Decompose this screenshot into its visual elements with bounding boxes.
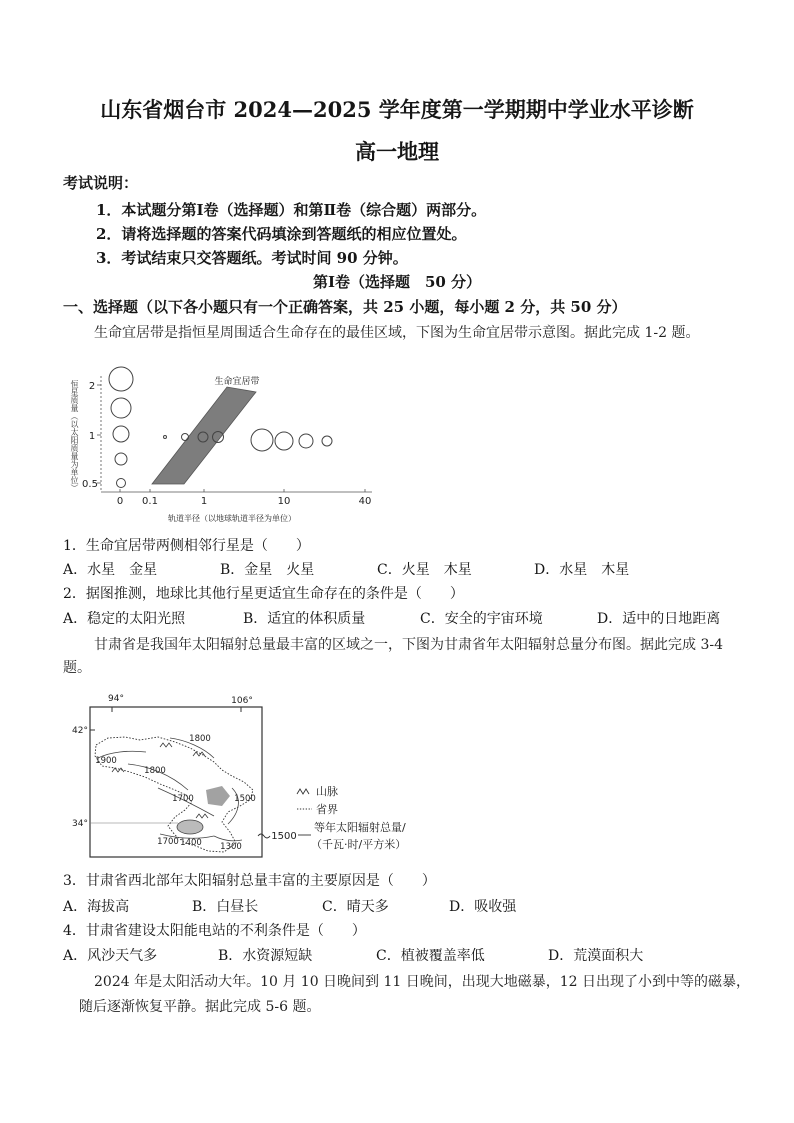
- contour-label: 1700: [157, 837, 179, 847]
- option-d: D．水星 木星: [534, 562, 630, 578]
- passage-text: 题。: [63, 660, 91, 676]
- legend-contour-line: [258, 834, 270, 838]
- option-b: B．白昼长: [192, 899, 259, 915]
- option-b: B．适宜的体积质量: [243, 611, 366, 627]
- planet-circle: [322, 436, 332, 446]
- star-circle: [113, 426, 129, 442]
- question-options: [0, 898, 794, 916]
- y-tick-label: 2: [88, 381, 96, 392]
- habitable-zone-label: 生命宜居带: [214, 377, 260, 387]
- contour-label: 1900: [95, 756, 117, 766]
- instruction-item: 2．请将选择题的答案代码填涂到答题纸的相应位置处。: [96, 225, 467, 243]
- legend-mountain-icon: [297, 789, 309, 794]
- option-a: A．风沙天气多: [63, 948, 158, 964]
- question-stem: 3．甘肃省西北部年太阳辐射总量丰富的主要原因是（ ）: [63, 873, 436, 889]
- contour-label: 1500: [234, 794, 256, 804]
- contour-label: 1400: [180, 838, 202, 848]
- option-a: A．稳定的太阳光照: [63, 611, 186, 627]
- star-circle: [117, 479, 126, 488]
- star-circle: [109, 367, 133, 391]
- habitable-zone-figure: [65, 360, 385, 530]
- passage-text: 2024 年是太阳活动大年。10 月 10 日晚间到 11 日晚间，出现大地磁暴，12 日出现了小到中等的磁暴，: [94, 974, 751, 990]
- mountain-icon: [196, 814, 208, 818]
- habitable-zone-band: [152, 387, 256, 484]
- question-options: [0, 610, 794, 628]
- contour-line: [214, 836, 242, 841]
- question-stem: 4．甘肃省建设太阳能电站的不利条件是（ ）: [63, 923, 366, 939]
- question-stem: 2．据图推测，地球比其他行星更适宜生命存在的条件是（ ）: [63, 586, 464, 602]
- option-c: C．植被覆盖率低: [376, 948, 485, 964]
- latitude-label: 42°: [72, 726, 88, 736]
- contour-label: 1800: [144, 766, 166, 776]
- planet-circle: [299, 434, 313, 448]
- mountain-icon: [112, 768, 124, 772]
- legend-contour-value: 1500: [271, 831, 297, 842]
- contour-label: 1700: [172, 794, 194, 804]
- contour-label: 1300: [220, 842, 242, 852]
- legend-contour-label: 等年太阳辐射总量/: [314, 821, 406, 834]
- latitude-label: 34°: [72, 819, 88, 829]
- passage-text: 生命宜居带是指恒星周围适合生命存在的最佳区域，下图为生命宜居带示意图。据此完成 1-2 题。: [94, 325, 700, 341]
- section-heading: 一、选择题（以下各小题只有一个正确答案，共 25 小题，每小题 2 分，共 50 分）: [63, 298, 627, 316]
- question-options: [0, 561, 794, 579]
- y-tick-label: 1: [88, 431, 96, 442]
- legend-contour-unit: （千瓦·时/平方米）: [311, 838, 407, 851]
- x-tick-label: 0.1: [142, 496, 158, 507]
- option-d: D．荒漠面积大: [548, 948, 644, 964]
- planet-circle: [275, 432, 293, 450]
- planet-circle: [182, 434, 189, 441]
- terrain-shading: [177, 820, 203, 834]
- mountain-icon: [160, 743, 172, 747]
- part-title: 第Ⅰ卷（选择题 50 分）: [312, 273, 482, 291]
- x-axis-label: 轨道半径（以地球轨道半径为单位）: [168, 514, 296, 523]
- instructions-heading: 考试说明：: [63, 174, 139, 192]
- question-options: [0, 947, 794, 965]
- option-c: C．安全的宇宙环境: [420, 611, 543, 627]
- option-a: A．水星 金星: [63, 562, 158, 578]
- x-tick-label: 10: [277, 496, 291, 507]
- exam-title: 山东省烟台市 2024—2025 学年度第一学期期中学业水平诊断: [100, 97, 694, 122]
- star-circle: [111, 398, 131, 418]
- option-b: B．金星 火星: [220, 562, 315, 578]
- map-frame: [90, 707, 262, 857]
- legend-boundary-label: 省界: [316, 803, 338, 816]
- mountain-symbols: [112, 743, 208, 818]
- legend-mountain-label: 山脉: [316, 785, 338, 798]
- passage-text: 随后逐渐恢复平静。据此完成 5-6 题。: [79, 999, 321, 1015]
- planet-circle: [251, 429, 273, 451]
- star-circles: [109, 367, 133, 488]
- instruction-item: 3．考试结束只交答题纸。考试时间 90 分钟。: [96, 249, 408, 267]
- longitude-label: 94°: [108, 694, 124, 704]
- contour-label: 1800: [189, 734, 211, 744]
- passage-text: 甘肃省是我国年太阳辐射总量最丰富的区域之一，下图为甘肃省年太阳辐射总量分布图。据此完成 3-4: [94, 637, 723, 653]
- star-circle: [115, 453, 127, 465]
- instruction-item: 1．本试题分第Ⅰ卷（选择题）和第Ⅱ卷（综合题）两部分。: [96, 201, 487, 219]
- x-tick-label: 1: [200, 496, 208, 507]
- y-tick-label: 0.5: [82, 479, 98, 490]
- y-axis-label: 恒星质量（以太阳质量为单位）: [70, 380, 79, 492]
- x-tick-label: 0: [116, 496, 124, 507]
- longitude-label: 106°: [231, 696, 253, 706]
- question-stem: 1．生命宜居带两侧相邻行星是（ ）: [63, 538, 310, 554]
- x-tick-label: 40: [358, 496, 372, 507]
- option-d: D．适中的日地距离: [597, 611, 721, 627]
- subject-title: 高一地理: [355, 139, 439, 164]
- gansu-radiation-map: [65, 690, 425, 865]
- option-b: B．水资源短缺: [218, 948, 313, 964]
- planet-circle: [164, 436, 167, 439]
- option-c: C．晴天多: [322, 899, 389, 915]
- terrain-shading: [206, 786, 230, 806]
- option-d: D．吸收强: [449, 899, 517, 915]
- option-a: A．海拔高: [63, 899, 130, 915]
- option-c: C．火星 木星: [377, 562, 472, 578]
